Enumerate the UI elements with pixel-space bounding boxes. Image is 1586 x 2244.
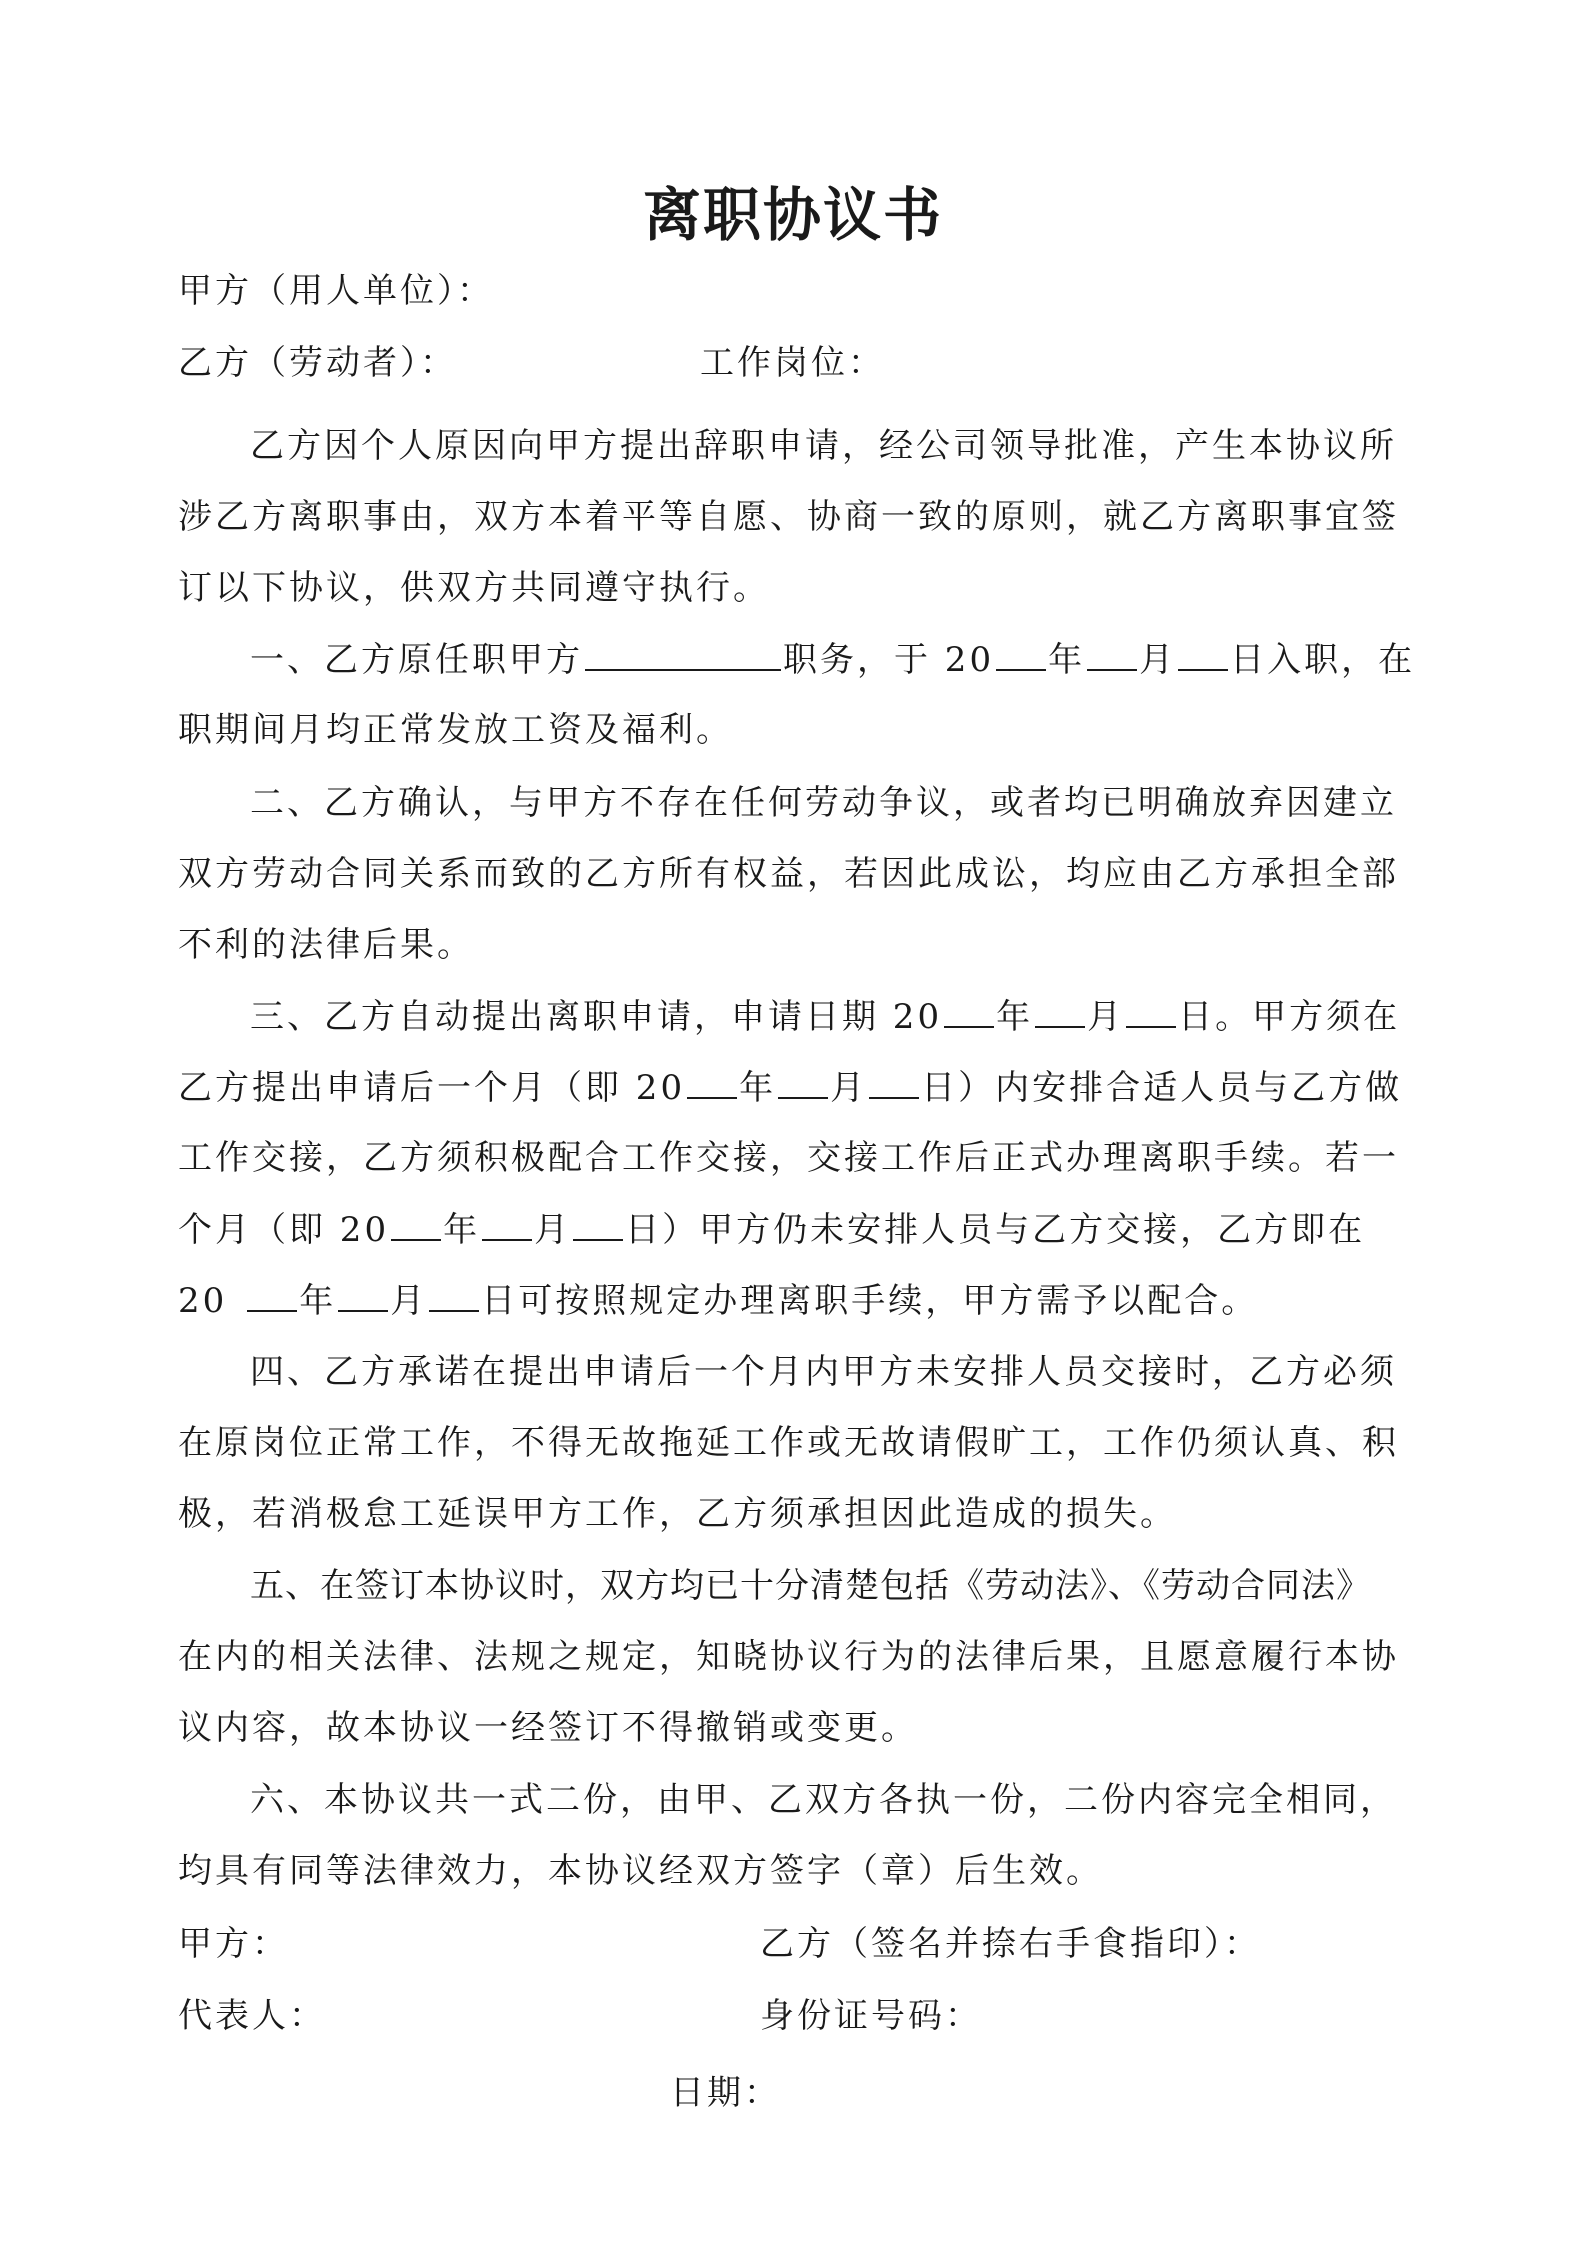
clause-5-line: 在内的相关法律、法规之规定，知晓协议行为的法律后果，且愿意履行本协 [178,1637,1399,1677]
month-blank[interactable] [1087,639,1137,671]
clause-3-line [178,1067,1402,1108]
intro-line: 乙方因个人原因向甲方提出辞职申请，经公司领导批准，产生本协议所 [250,426,1397,466]
clause-5-line: 五、在签订本协议时，双方均已十分清楚包括《劳动法》、《劳动合同法》 [250,1566,1371,1606]
clause-1-text: 职务，于 20 [783,640,995,680]
clause-3-text: 日）内安排合适人员与乙方做 [921,1068,1403,1108]
year-blank[interactable] [944,996,994,1028]
clause-6-line: 六、本协议共一式二份，由甲、乙双方各执一份，二份内容完全相同， [250,1780,1397,1820]
clause-3-text: 日）甲方仍未安排人员与乙方交接，乙方即在 [625,1210,1366,1250]
clause-1-text: 日入职，在 [1230,640,1416,680]
clause-4-line: 四、乙方承诺在提出申请后一个月内甲方未安排人员交接时，乙方必须 [250,1352,1397,1392]
month-blank[interactable] [482,1209,532,1241]
year-blank[interactable] [687,1067,737,1099]
id-number-field: 身份证号码： [760,1996,982,2036]
month-blank[interactable] [338,1280,388,1312]
clause-3-text: 日可按照规定办理离职手续，甲方需予以配合。 [481,1281,1259,1321]
clause-1-text: 年 [1048,640,1086,680]
month-blank[interactable] [1035,996,1085,1028]
clause-3-line [178,1280,1258,1321]
day-blank[interactable] [1178,639,1228,671]
clause-3-text: 20 [178,1281,228,1321]
clause-2-line: 二、乙方确认，与甲方不存在任何劳动争议，或者均已明确放弃因建立 [250,783,1397,823]
clause-2-line: 双方劳动合同关系而致的乙方所有权益，若因此成讼，均应由乙方承担全部 [178,854,1399,894]
clause-1-line [250,639,1415,680]
clause-5-line: 议内容，故本协议一经签订不得撤销或变更。 [178,1708,918,1748]
document-title: 离职协议书 [642,181,943,249]
day-blank[interactable] [573,1209,623,1241]
position-blank[interactable] [585,639,781,671]
month-blank[interactable] [778,1067,828,1099]
clause-1-line: 职期间月均正常发放工资及福利。 [178,710,733,750]
clause-3-text: 日。甲方须在 [1178,997,1401,1037]
clause-4-line: 极，若消极怠工延误甲方工作，乙方须承担因此造成的损失。 [178,1494,1177,1534]
party-b-field: 乙方（劳动者）： [178,343,457,383]
party-a-field: 甲方（用人单位）： [178,271,494,311]
party-a-signature: 甲方： [178,1924,289,1964]
clause-3-line [250,996,1400,1037]
clause-3-text: 月 [534,1210,572,1250]
year-blank[interactable] [247,1280,297,1312]
date-field: 日期： [670,2073,781,2113]
clause-3-text: 三、乙方自动提出离职申请，申请日期 20 [250,997,943,1037]
clause-3-text: 年 [739,1068,777,1108]
clause-3-text: 月 [390,1281,428,1321]
clause-2-line: 不利的法律后果。 [178,925,474,965]
clause-3-text: 月 [1087,997,1125,1037]
year-blank[interactable] [391,1209,441,1241]
clause-6-line: 均具有同等法律效力，本协议经双方签字（章）后生效。 [178,1851,1103,1891]
clause-3-line [178,1209,1365,1250]
intro-line: 涉乙方离职事由，双方本着平等自愿、协商一致的原则，就乙方离职事宜签 [178,497,1399,537]
clause-3-text: 个月（即 20 [178,1210,390,1250]
clause-3-text: 月 [830,1068,868,1108]
clause-4-line: 在原岗位正常工作，不得无故拖延工作或无故请假旷工，工作仍须认真、积 [178,1423,1399,1463]
position-field: 工作岗位： [700,343,885,383]
clause-1-text: 一、乙方原任职甲方 [250,640,583,680]
intro-line: 订以下协议，供双方共同遵守执行。 [178,568,770,608]
clause-3-text: 乙方提出申请后一个月（即 20 [178,1068,686,1108]
clause-3-text: 年 [299,1281,337,1321]
party-b-signature: 乙方（签名并捺右手食指印）： [760,1924,1261,1964]
year-blank[interactable] [996,639,1046,671]
clause-1-text: 月 [1139,640,1177,680]
clause-3-line: 工作交接，乙方须积极配合工作交接，交接工作后正式办理离职手续。若一 [178,1138,1399,1178]
day-blank[interactable] [429,1280,479,1312]
day-blank[interactable] [1126,996,1176,1028]
clause-3-text: 年 [443,1210,481,1250]
day-blank[interactable] [869,1067,919,1099]
clause-3-text: 年 [996,997,1034,1037]
representative-field: 代表人： [178,1996,326,2036]
